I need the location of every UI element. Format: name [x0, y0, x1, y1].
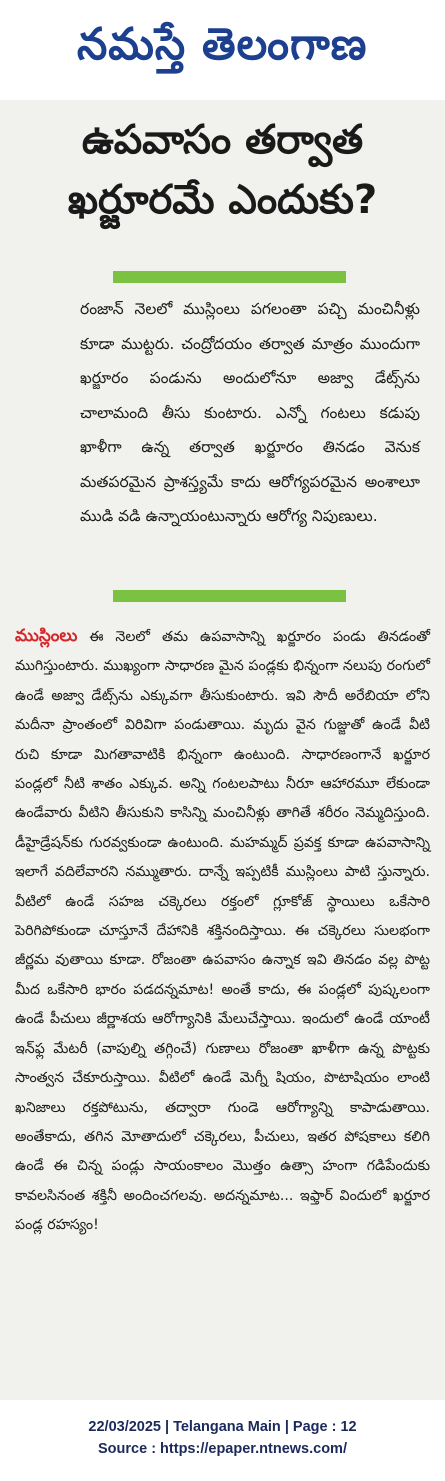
masthead: [0, 0, 445, 100]
deck-text: రంజాన్ నెలలో ముస్లింలు పగలంతా పచ్చి మంచినీళ్లు కూడా ముట్టరు. చంద్రోదయం తర్వాత మాత్రం ముందుగా ఖర్జూరం పండును అందులోనూ అజ్వా డేట్స్‌ను చాలామంది తీసు కుంటారు. ఎన్నో గంటలు కడుపు ఖాళీగా ఉన్న తర్వాత ఖర్జూరం తినడం వెనుక మతపరమైన ప్రాశస్త్యమే కాదు ఆరోగ్యపరమైన అంశాలూ ముడి వడి ఉన్నాయంటున్నారు ఆరోగ్య నిపుణులు.: [80, 300, 420, 525]
article-deck: [80, 292, 420, 534]
article-headline: ఉపవాసం తర్వాత ఖర్జూరమే ఎందుకు?: [67, 117, 378, 223]
top-divider: [113, 271, 346, 283]
article-clipping: [0, 100, 445, 1400]
edition-info: 22/03/2025 | Telangana Main | Page : 12: [88, 1419, 357, 1435]
newspaper-logo: నమస్తే తెలంగాణ: [77, 19, 368, 70]
lead-word: ముస్లింలు: [15, 626, 78, 646]
source-url[interactable]: Source : https://epaper.ntnews.com/: [98, 1441, 347, 1457]
source-footer: [0, 1400, 445, 1481]
body-text: ఈ నెలలో తమ ఉపవాసాన్ని ఖర్జూరం పండు తినడంతో ముగిస్తుంటారు. ముఖ్యంగా సాధారణ మైన పండ్లకు భిన్నంగా నలుపు రంగులో ఉండే అజ్వా డేట్స్‌ను ఎక్కువగా తీసుకుంటారు. ఇవి సౌదీ అరేబియా లోని మదీనా ప్రాంతంలో విరివిగా పండుతాయి. మృదు వైన గుజ్జుతో ఉండే వీటి రుచి కూడా మిగతావాటికి భిన్నంగా ఉంటుంది. సాధారణంగానే ఖర్జూర పండ్లలో నీటి శాతం ఎక్కువ. అన్ని గంటలపాటు నీరూ ఆహారమూ లేకుండా ఉండేవారు వీటిని తీసుకుని కాసిన్ని మంచినీళ్లు తాగితే శరీరం నెమ్మదిస్తుంది. డీహైడ్రేషన్‌కు గురవ్వకుండా ఉంటుంది. మహమ్మద్ ప్రవక్త కూడా ఉపవాసాన్ని ఇలాగే వదిలేవారని నమ్ముతారు. దాన్నే ఇప్పటికీ ముస్లింలు పాటి స్తున్నారు. వీటిలో ఉండే సహజ చక్కెరలు రక్తంలో గ్లూకోజ్ స్థాయిలు ఒకేసారి పెరిగిపోకుండా చూస్తూనే దేహానికి శక్తినందిస్తాయి. ఈ చక్కెరలు సులభంగా జీర్ణమ వుతాయి కూడా. రోజంతా ఉపవాసం ఉన్నాక ఇవి తినడం వల్ల పొట్ట మీద ఒకేసారి భారం పడదన్నమాట! అంతే కాదు, ఈ పండ్లలో పుష్కలంగా ఉండే పీచులు జీర్ణాశయ ఆరోగ్యానికి మేలుచేస్తాయి. ఇందులో ఉండే యాంటీ ఇన్‌ఫ్ల మేటరీ (వాపుల్ని తగ్గించే) గుణాలు రోజంతా ఖాళీగా ఉన్న పొట్టకు సాంత్వన చేకూరుస్తాయి. వీటిలో ఉండే మెగ్నీ షియం, పొటాషియం లాంటి ఖనిజాలు రక్తపోటును, తద్వారా గుండె ఆరోగ్యాన్ని కాపాడుతాయి. అంతేకాదు, తగిన మోతాదులో చక్కెరలు, పీచులు, ఇతర పోషకాలు కలిగి ఉండే ఈ చిన్న పండ్లు సాయంకాలం మొత్తం ఉత్సా హంగా గడిపేందుకు కావలసినంత శక్తినీ అందించగలవు. అదన్నమాట... ఇఫ్తార్ విందులో ఖర్జూర పండ్ల రహస్యం!: [15, 629, 430, 1234]
bottom-divider: [113, 590, 346, 602]
article-body: [15, 622, 430, 1241]
